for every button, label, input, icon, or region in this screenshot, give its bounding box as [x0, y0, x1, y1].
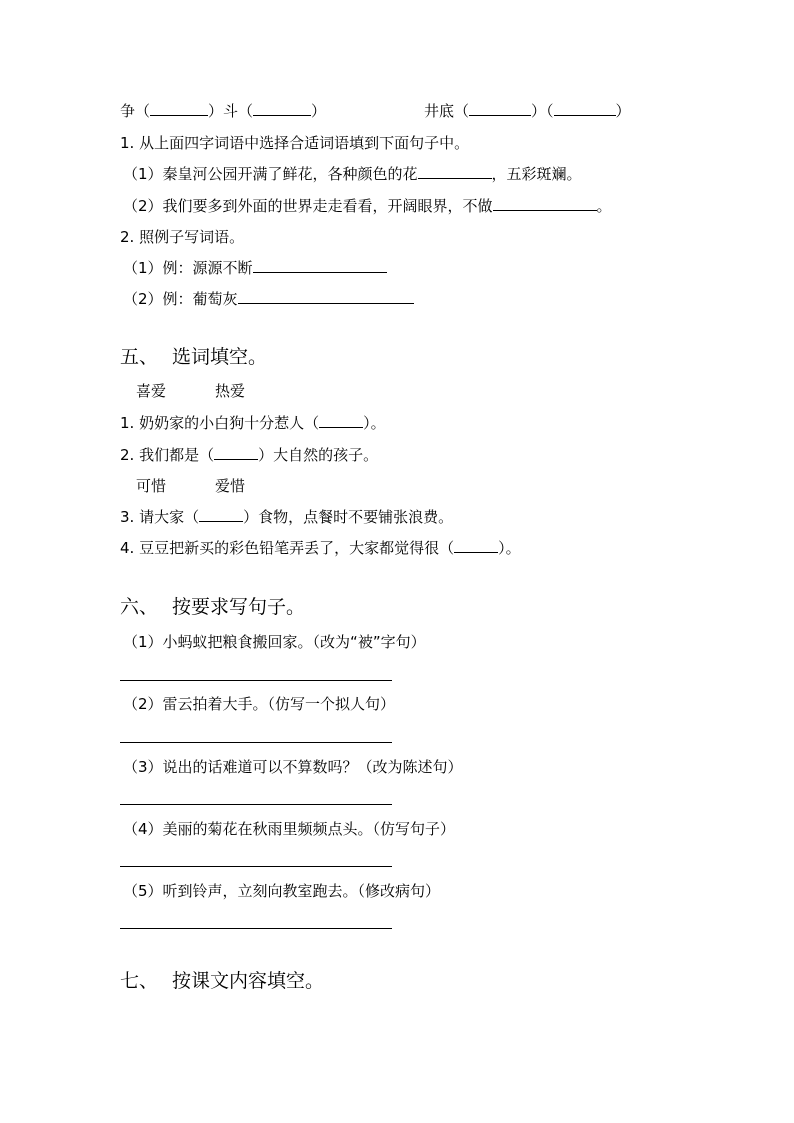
fill-question-2 — [120, 445, 378, 465]
idiom-row-2 — [424, 101, 631, 121]
fill-question-2-blank[interactable] — [214, 445, 258, 460]
idiom-1-prefix: 争（ — [120, 102, 151, 120]
question-2-1-text: （1）例：源源不断 — [123, 259, 253, 277]
idiom-2-suffix: ） — [615, 102, 631, 120]
section-7-heading — [120, 969, 324, 993]
question-2-1-blank[interactable] — [253, 258, 387, 273]
fill-question-2-before: 2. 我们都是（ — [120, 446, 215, 464]
section-5-title: 选词填空。 — [172, 346, 268, 368]
question-2-1 — [123, 258, 387, 278]
fill-question-3-before: 3. 请大家（ — [120, 508, 200, 526]
question-1-1 — [123, 164, 582, 184]
question-1-1-blank[interactable] — [418, 164, 492, 179]
answer-line-3[interactable] — [120, 804, 392, 805]
idiom-2-blank-2[interactable] — [554, 101, 616, 116]
rewrite-item-1: （1）小蚂蚁把粮食搬回家。（改为“被”字句） — [123, 633, 426, 651]
rewrite-item-4: （4）美丽的菊花在秋雨里频频点头。（仿写句子） — [123, 820, 456, 838]
fill-question-2-after: ）大自然的孩子。 — [258, 446, 379, 464]
question-2-2-text: （2）例：葡萄灰 — [123, 290, 238, 308]
idiom-2-mid: ）（ — [531, 102, 554, 120]
idiom-row-1 — [120, 101, 326, 121]
fill-question-3-after: ）食物，点餐时不要铺张浪费。 — [243, 508, 454, 526]
section-7-number: 七、 — [120, 970, 159, 992]
fill-question-4 — [120, 538, 521, 558]
rewrite-item-3: （3）说出的话难道可以不算数吗？（改为陈述句） — [123, 758, 463, 776]
fill-question-1-after: ）。 — [363, 414, 386, 432]
question-1-2-blank[interactable] — [493, 196, 597, 211]
idiom-2-blank-1[interactable] — [469, 101, 531, 116]
idiom-1-blank-1[interactable] — [150, 101, 208, 116]
section-6-heading — [120, 595, 305, 619]
rewrite-item-2: （2）雷云拍着大手。（仿写一个拟人句） — [123, 695, 396, 713]
word-choice-b-1: 可惜 — [136, 477, 167, 495]
word-choice-a-2: 热爱 — [215, 382, 246, 400]
fill-question-3 — [120, 507, 453, 527]
idiom-2-prefix: 井底（ — [424, 102, 470, 120]
fill-question-1-blank[interactable] — [319, 413, 363, 428]
question-1-2-after: 。 — [596, 197, 612, 215]
question-2: 2. 照例子写词语。 — [120, 228, 245, 246]
fill-question-4-after: ）。 — [498, 539, 521, 557]
idiom-1-blank-2[interactable] — [253, 101, 311, 116]
section-5-heading — [120, 345, 267, 369]
answer-line-1[interactable] — [120, 680, 392, 681]
idiom-1-mid: ）斗（ — [208, 102, 254, 120]
question-1-1-before: （1）秦皇河公园开满了鲜花，各种颜色的花 — [123, 165, 418, 183]
fill-question-1-before: 1. 奶奶家的小白狗十分惹人（ — [120, 414, 320, 432]
section-6-title: 按要求写句子。 — [172, 596, 306, 618]
question-2-2 — [123, 289, 414, 309]
section-6-number: 六、 — [120, 596, 159, 618]
fill-question-1 — [120, 413, 386, 433]
fill-question-3-blank[interactable] — [199, 507, 243, 522]
answer-line-5[interactable] — [120, 928, 392, 929]
section-7-title: 按课文内容填空。 — [172, 970, 325, 992]
question-1-2-before: （2）我们要多到外面的世界走走看看，开阔眼界，不做 — [123, 197, 493, 215]
question-1-1-after: ，五彩斑斓。 — [491, 165, 582, 183]
rewrite-item-5: （5）听到铃声，立刻向教室跑去。（修改病句） — [123, 882, 441, 900]
idiom-1-suffix: ） — [311, 102, 327, 120]
question-2-2-blank[interactable] — [238, 289, 414, 304]
fill-question-4-before: 4. 豆豆把新买的彩色铅笔弄丢了，大家都觉得很（ — [120, 539, 455, 557]
question-1-2 — [123, 196, 612, 216]
word-choice-a-1: 喜爱 — [136, 382, 167, 400]
section-5-number: 五、 — [120, 346, 159, 368]
word-choice-b-2: 爱惜 — [215, 477, 246, 495]
fill-question-4-blank[interactable] — [454, 538, 498, 553]
answer-line-4[interactable] — [120, 866, 392, 867]
question-1: 1. 从上面四字词语中选择合适词语填到下面句子中。 — [120, 134, 470, 152]
answer-line-2[interactable] — [120, 742, 392, 743]
